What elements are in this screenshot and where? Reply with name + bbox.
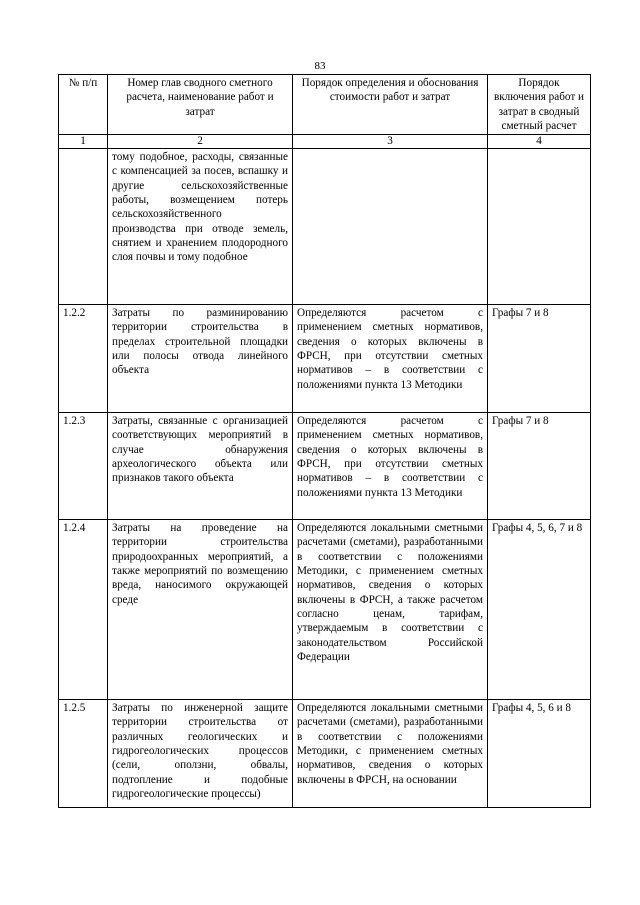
table-row (59, 413, 591, 520)
row-method: Определяются расчетом с применением сметных нормативов, сведения о которых включены в ФРСН, при отсутствии сметных нормативов – в соответствии с положениями пункта 13 Методики (293, 413, 488, 520)
column-number: 3 (293, 135, 488, 149)
table-row (59, 305, 591, 413)
page-number: 83 (314, 60, 326, 72)
row-name: Затраты по инженерной защите территории строительства от различных геологических и гидрогеологических процессов (сели, оползни, обвалы, подтопление и подобные гидрогеологические процессы) (108, 700, 293, 808)
row-name: Затраты, связанные с организацией соответствующих мероприятий в случае обнаружения археологического объекта или признаков такого объекта (108, 413, 293, 520)
row-name: Затраты на проведение на территории строительства природоохранных мероприятий, а также мероприятий по возмещению вреда, наносимого окружающей среде (108, 520, 293, 700)
table-row (59, 700, 591, 808)
row-method: Определяются локальными сметными расчетами (сметами), разработанными в соответствии с положениями Методики, с применением сметных нормативов, сведения о которых включены в ФРСН, на основании (293, 700, 488, 808)
row-inclusion: Графы 4, 5, 6, 7 и 8 (488, 520, 591, 700)
row-number (59, 149, 108, 305)
row-inclusion (488, 149, 591, 305)
column-number-row (59, 135, 591, 149)
column-number: 2 (108, 135, 293, 149)
table-header-row (59, 75, 591, 135)
table-row (59, 149, 591, 305)
header-method: Порядок определения и обоснования стоимости работ и затрат (293, 75, 488, 135)
column-number: 4 (488, 135, 591, 149)
table-row (59, 520, 591, 700)
row-name: тому подобное, расходы, связанные с компенсацией за посев, вспашку и другие сельскохозяйственные работы, возмещением потерь сельскохозяйственного производства при отводе земель, снятием и хранением плодородного слоя почвы и тому подобное (108, 149, 293, 305)
row-number: 1.2.2 (59, 305, 108, 413)
row-inclusion: Графы 7 и 8 (488, 305, 591, 413)
row-inclusion: Графы 7 и 8 (488, 413, 591, 520)
row-method: Определяются локальными сметными расчетами (сметами), разработанными в соответствии с положениями Методики, с применением сметных нормативов, сведения о которых включены в ФРСН, а также расчетом согласно ценам, тарифам, утверждаемым в соответствии с законодательством Российской Федерации (293, 520, 488, 700)
row-method (293, 149, 488, 305)
column-number: 1 (59, 135, 108, 149)
row-name: Затраты по разминированию территории строительства в пределах строительной площадки или полосы отвода линейного объекта (108, 305, 293, 413)
row-number: 1.2.5 (59, 700, 108, 808)
row-number: 1.2.3 (59, 413, 108, 520)
row-number: 1.2.4 (59, 520, 108, 700)
header-inclusion: Порядок включения работ и затрат в сводный сметный расчет (488, 75, 591, 135)
row-inclusion: Графы 4, 5, 6 и 8 (488, 700, 591, 808)
header-name: Номер глав сводного сметного расчета, наименование работ и затрат (108, 75, 293, 135)
cost-estimate-table (58, 74, 591, 808)
row-method: Определяются расчетом с применением сметных нормативов, сведения о которых включены в ФРСН, при отсутствии сметных нормативов – в соответствии с положениями пункта 13 Методики (293, 305, 488, 413)
header-item-number: № п/п (59, 75, 108, 135)
